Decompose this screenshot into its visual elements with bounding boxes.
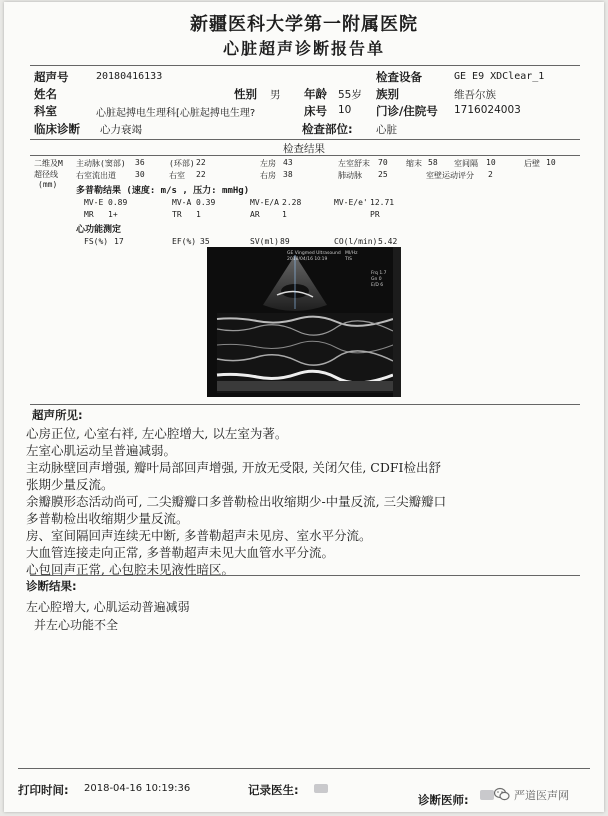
ivs-label: 室间隔	[454, 159, 478, 168]
findings-line-6: 多普勒检出收缩期少量反流。	[26, 511, 189, 526]
findings-line-5: 余瓣膜形态活动尚可, 二尖瓣瓣口多普勒检出收缩期少-中量反流, 三尖瓣瓣口	[26, 494, 447, 509]
dept-label: 科室	[34, 104, 57, 118]
ring-label: (环部)	[169, 159, 195, 168]
exam-part: 心脏	[376, 124, 397, 136]
ring-value: 22	[196, 158, 206, 167]
divider-top	[30, 65, 580, 66]
device-label: 检查设备	[376, 70, 422, 84]
tr-value: 1	[196, 210, 201, 219]
rv-label: 右室	[169, 171, 185, 180]
rvot-label: 右室流出道	[76, 171, 116, 180]
divider-footer	[18, 768, 590, 769]
diagnosis-line-1: 左心腔增大, 心肌运动普遍减弱	[26, 600, 190, 614]
pr-label: PR	[370, 210, 380, 219]
rv-value: 22	[196, 170, 206, 179]
la-value: 43	[283, 158, 293, 167]
wall-score-value: 2	[488, 170, 493, 179]
wechat-icon	[494, 787, 510, 804]
watermark	[494, 784, 600, 806]
divider-findings	[30, 404, 580, 405]
ar-value: 1	[282, 210, 287, 219]
exam-part-label: 检查部位:	[302, 122, 353, 136]
mr-value: 1+	[108, 210, 118, 219]
watermark-text: 严道医声网	[514, 789, 569, 802]
findings-title: 超声所见:	[32, 408, 83, 422]
sv-label: SV(ml)	[250, 237, 279, 246]
gender: 男	[270, 89, 281, 101]
divider-results	[30, 155, 580, 156]
ethnicity-label: 族别	[376, 87, 399, 101]
print-time: 2018-04-16 10:19:36	[84, 783, 191, 794]
fs-value: 17	[114, 237, 124, 246]
mve-label: MV-E	[84, 198, 104, 207]
la-label: 左房	[260, 159, 276, 168]
sv-value: 89	[280, 237, 290, 246]
mmode-label-2: 超径线	[34, 170, 58, 179]
tr-label: TR	[172, 210, 182, 219]
findings-line-9: 心包回声正常, 心包腔未见液性暗区。	[26, 562, 234, 577]
mvea-value: 2.28	[282, 198, 302, 207]
mr-label: MR	[84, 210, 94, 219]
mvee-label: MV-E/e'	[334, 198, 368, 207]
us-overlay-date: 2018/04/16 10:19	[287, 257, 328, 262]
us-overlay-ed: E/D 6	[371, 283, 384, 288]
aorta-label: 主动脉(窦部)	[76, 159, 126, 168]
ethnicity: 维吾尔族	[454, 89, 496, 101]
findings-line-4: 张期少量反流。	[26, 477, 114, 492]
mva-label: MV-A	[172, 198, 192, 207]
us-overlay-title: GE Vingmed Ultrasound	[287, 251, 341, 256]
doctor-label: 诊断医师:	[418, 793, 469, 807]
age: 55岁	[338, 89, 362, 101]
mmode-label-1: 二维及M	[34, 159, 63, 168]
findings-line-7: 房、室间隔回声连续无中断, 多普勒超声未见房、室水平分流。	[26, 528, 372, 543]
ivs-value: 10	[486, 158, 496, 167]
ar-label: AR	[250, 210, 260, 219]
divider-results-top	[30, 139, 580, 140]
pw-label: 后壁	[524, 159, 540, 168]
ultrasound-echo-graphic	[207, 247, 401, 397]
bed-label: 床号	[304, 104, 327, 118]
dept: 心脏起搏电生理科[心脏起搏电生理?	[96, 108, 256, 119]
hospital-name: 新疆医科大学第一附属医院	[190, 14, 418, 35]
mvee-value: 12.71	[370, 198, 395, 207]
mmode-label-3: (mm)	[38, 180, 58, 189]
print-time-label: 打印时间:	[18, 783, 69, 797]
ef-value: 35	[200, 237, 210, 246]
report-title: 心脏超声诊断报告单	[222, 39, 385, 58]
pa-value: 25	[378, 170, 388, 179]
doppler-title: 多普勒结果 (速度: m/s , 压力: mmHg)	[76, 186, 250, 196]
findings-line-8: 大血管连接走向正常, 多普勒超声未见大血管水平分流。	[26, 545, 334, 560]
aorta-value: 36	[135, 158, 145, 167]
bed: 10	[338, 104, 352, 116]
clinical-dx-label: 临床诊断	[34, 122, 80, 136]
gender-label: 性别	[234, 87, 257, 101]
doctor-signature-blur	[480, 790, 494, 800]
device: GE E9 XDClear_1	[454, 71, 545, 82]
pa-label: 肺动脉	[338, 171, 362, 180]
func-title: 心功能测定	[76, 225, 122, 235]
mve-value: 0.89	[108, 198, 128, 207]
rvot-value: 30	[135, 170, 145, 179]
findings-line-2: 左室心肌运动呈普遍减弱。	[26, 443, 177, 458]
ef-label: EF(%)	[172, 237, 197, 246]
divider-diagnosis	[30, 575, 580, 576]
recorder-signature-blur	[314, 784, 328, 793]
lvd-value: 70	[378, 158, 388, 167]
ra-value: 38	[283, 170, 293, 179]
recorder-label: 记录医生:	[248, 783, 299, 797]
co-value: 5.42	[378, 237, 398, 246]
wall-score-label: 室壁运动评分	[426, 171, 474, 180]
report-page	[4, 2, 604, 812]
lvs-value: 58	[428, 158, 438, 167]
results-title: 检查结果	[283, 143, 325, 155]
findings-line-1: 心房正位, 心室右袢, 左心腔增大, 以左室为著。	[26, 426, 288, 441]
us-overlay-frq: Frq 1.7	[371, 271, 387, 276]
lvd-label: 左室舒末	[338, 159, 370, 168]
age-label: 年龄	[304, 87, 327, 101]
ultrasound-no-label: 超声号	[34, 70, 69, 84]
fs-label: FS(%)	[84, 237, 109, 246]
outpatient-label: 门诊/住院号	[376, 104, 438, 118]
us-overlay-tis: TIS	[345, 257, 352, 262]
mva-value: 0.39	[196, 198, 216, 207]
ultrasound-no: 20180416133	[96, 71, 163, 82]
diagnosis-title: 诊断结果:	[26, 579, 77, 593]
lvs-label: 缩末	[406, 159, 422, 168]
co-label: CO(l/min)	[334, 237, 378, 246]
findings-line-3: 主动脉壁回声增强, 瓣叶局部回声增强, 开放无受限, 关闭欠佳, CDFI检出舒	[26, 460, 441, 475]
ultrasound-image	[207, 247, 401, 397]
mvea-label: MV-E/A	[250, 198, 279, 207]
name-label: 姓名	[34, 87, 57, 101]
pw-value: 10	[546, 158, 556, 167]
ra-label: 右房	[260, 171, 276, 180]
outpatient-no: 1716024003	[454, 104, 521, 116]
us-overlay-hz: MI/Hz	[345, 251, 358, 256]
diagnosis-line-2: 并左心功能不全	[34, 618, 119, 632]
us-overlay-gn: Gn 0	[371, 277, 382, 282]
clinical-dx: 心力衰竭	[100, 124, 142, 136]
